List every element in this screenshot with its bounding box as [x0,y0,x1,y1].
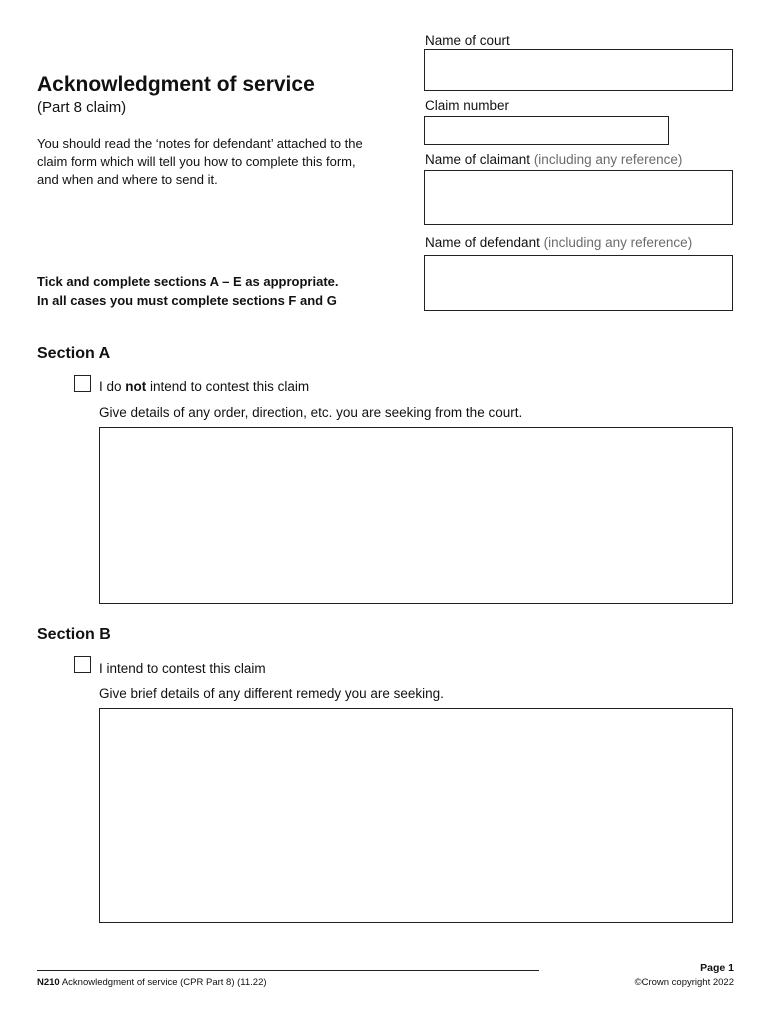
contest-label: I intend to contest this claim [99,661,266,676]
instruction-line-1: Tick and complete sections A – E as appropriate. [37,274,339,289]
claim-number-field[interactable] [424,116,669,145]
section-b-heading: Section B [37,626,111,643]
court-name-field[interactable] [424,49,733,91]
court-name-label: Name of court [425,33,510,48]
not-contest-checkbox[interactable] [74,375,91,392]
form-footer-title: Acknowledgment of service (CPR Part 8) (11.22) [61,977,267,988]
contest-checkbox[interactable] [74,656,91,673]
section-a-heading: Section A [37,345,111,362]
claimant-name-label [425,152,682,167]
form-title: Acknowledgment of service [37,73,315,96]
claim-number-label: Claim number [425,98,510,113]
instructions [37,272,339,310]
claimant-label-text: Name of claimant [425,152,531,167]
copyright-notice: ©Crown copyright 2022 [634,977,734,988]
instruction-line-2: In all cases you must complete sections F and G [37,293,337,308]
not-contest-label-emphasis: not [125,379,147,394]
defendant-name-field[interactable] [424,255,733,311]
footer-form-info [37,977,267,988]
not-contest-label [99,379,309,394]
section-a-details-field[interactable] [99,427,733,604]
claimant-label-hint: (including any reference) [533,152,683,167]
not-contest-label-pre: I do [99,379,126,394]
claimant-name-field[interactable] [424,170,733,225]
page-number: Page 1 [700,962,734,974]
footer-divider [37,970,539,971]
defendant-name-label [425,235,692,250]
defendant-label-hint: (including any reference) [543,235,693,250]
section-a-details-label: Give details of any order, direction, etc. you are seeking from the court. [99,405,523,420]
intro-text: You should read the ‘notes for defendant’ attached to the claim form which will tell you how to complete this form, and when and where to send it. [37,136,363,187]
form-code: N210 [37,977,60,988]
section-b-details-label: Give brief details of any different remedy you are seeking. [99,686,444,701]
not-contest-label-post: intend to contest this claim [146,379,310,394]
section-b-details-field[interactable] [99,708,733,923]
defendant-label-text: Name of defendant [425,235,540,250]
form-subtitle: (Part 8 claim) [37,99,127,116]
